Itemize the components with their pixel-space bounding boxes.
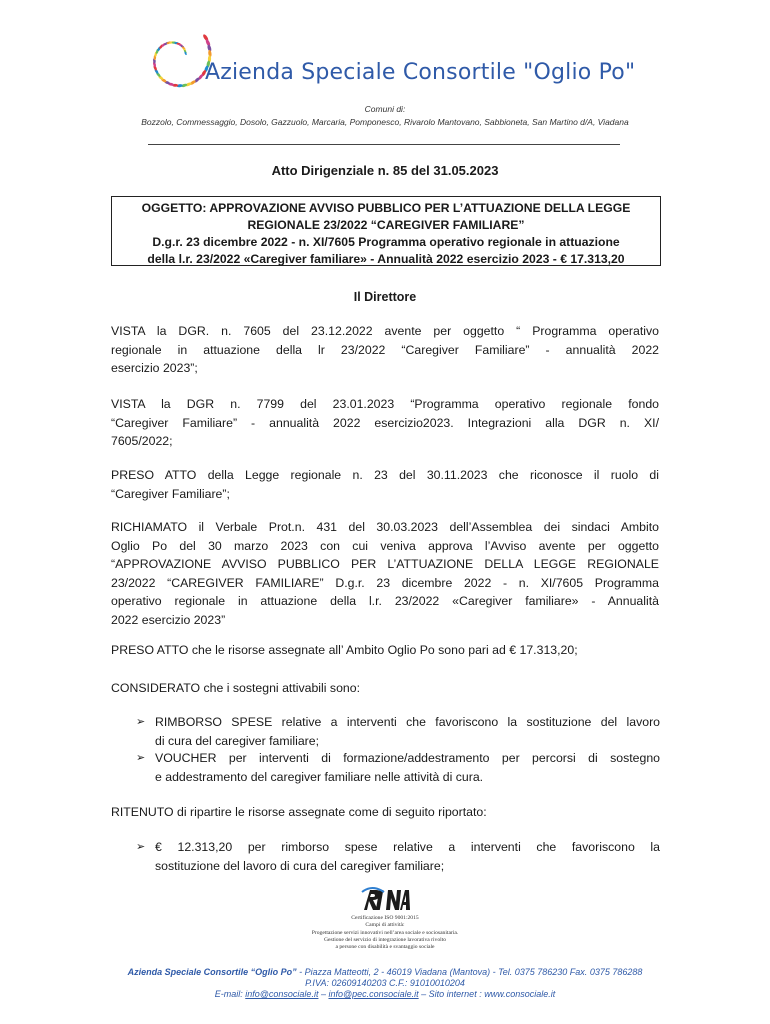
bullet-line: e addestramento del caregiver familiare nelle attività di cura. bbox=[155, 769, 484, 784]
comuni-list: Bozzolo, Commessaggio, Dosolo, Gazzuolo, Marcaria, Pomponesco, Rivarolo Mantovano, Sabbioneta, San Martino d/A, Viadana bbox=[141, 117, 629, 127]
pec-link[interactable]: info@pec.consociale.it bbox=[328, 989, 419, 999]
paragraph-richiamato bbox=[111, 518, 659, 629]
paragraph-line: operativo regionale in attuazione della l.r. 23/2022 «Caregiver familiare» - Annualità bbox=[111, 594, 659, 608]
paragraph-considerato bbox=[111, 679, 659, 698]
oggetto-line: D.g.r. 23 dicembre 2022 - n. XI/7605 Programma operativo regionale in attuazione bbox=[152, 235, 620, 249]
paragraph-line: “APPROVAZIONE AVVISO PUBBLICO PER L’ATTUAZIONE DELLA LEGGE REGIONALE bbox=[111, 557, 659, 571]
cert-line: a persone con disabilità e svantaggio sociale bbox=[335, 944, 435, 951]
paragraph-line: CONSIDERATO che i sostegni attivabili sono: bbox=[111, 681, 360, 695]
oggetto-box bbox=[111, 196, 661, 266]
oggetto-line: REGIONALE 23/2022 “CAREGIVER FAMILIARE” bbox=[247, 218, 525, 232]
bullet-line: VOUCHER per interventi di formazione/addestramento per percorsi di sostegno bbox=[155, 751, 660, 765]
arrow-bullet-icon: ➢ bbox=[136, 716, 146, 728]
cert-line: Gestione del servizio di integrazione lavorativa rivolto bbox=[323, 936, 447, 943]
paragraph-line: RICHIAMATO il Verbale Prot.n. 431 del 30.03.2023 dell’Assemblea dei sindaci Ambito bbox=[111, 520, 659, 534]
paragraph-preso-atto-risorse bbox=[111, 641, 659, 660]
paragraph-line: PRESO ATTO della Legge regionale n. 23 del 30.11.2023 che riconosce il ruolo di bbox=[111, 468, 659, 482]
atto-title: Atto Dirigenziale n. 85 del 31.05.2023 bbox=[271, 163, 499, 178]
arrow-bullet-icon: ➢ bbox=[136, 841, 146, 853]
paragraph-line: VISTA la DGR. n. 7605 del 23.12.2022 avente per oggetto “ Programma operativo bbox=[111, 324, 659, 338]
paragraph-line: RITENUTO di ripartire le risorse assegnate come di seguito riportato: bbox=[111, 805, 487, 819]
oggetto-line: della l.r. 23/2022 «Caregiver familiare» - Annualità 2022 esercizio 2023 - € 17.313,20 bbox=[147, 252, 625, 266]
footer-address bbox=[0, 967, 770, 977]
list-item-voucher bbox=[136, 749, 660, 786]
paragraph-ritenuto bbox=[111, 803, 659, 822]
bullet-line: € 12.313,20 per rimborso spese relative a interventi che favoriscono la bbox=[155, 840, 660, 854]
footer-piva: P.IVA: 02609140203 C.F.: 91010010204 bbox=[305, 978, 465, 988]
paragraph-line: VISTA la DGR n. 7799 del 23.01.2023 “Programma operativo regionale fondo bbox=[111, 397, 659, 411]
certification-text bbox=[0, 915, 770, 951]
arrow-bullet-icon: ➢ bbox=[136, 752, 146, 764]
paragraph-line: 2022 esercizio 2023” bbox=[111, 612, 226, 627]
oggetto-line: OGGETTO: APPROVAZIONE AVVISO PUBBLICO PER L’ATTUAZIONE DELLA LEGGE bbox=[141, 201, 631, 215]
paragraph-line: Oglio Po del 30 marzo 2023 con cui veniva approva l’Avviso avente per oggetto bbox=[111, 538, 659, 553]
cert-line: Progettazione servizi innovativi nell’area sociale e sociosanitaria. bbox=[311, 929, 459, 936]
cert-line: Certificazione ISO 9001:2015 bbox=[351, 915, 419, 921]
footer-address-text: - Piazza Matteotti, 2 - 46019 Viadana (Mantova) - Tel. 0375 786230 Fax. 0375 786288 bbox=[296, 967, 643, 977]
comuni-label: Comuni di: bbox=[364, 104, 406, 114]
cert-line: Campi di attività: bbox=[365, 922, 405, 929]
email-link[interactable]: info@consociale.it bbox=[245, 989, 319, 999]
paragraph-line: 7605/2022; bbox=[111, 434, 173, 448]
paragraph-preso-atto-legge bbox=[111, 466, 659, 503]
paragraph-line: “Caregiver Familiare” - annualità 2022 esercizio2023. Integrazioni alla DGR n. XI/ bbox=[111, 415, 659, 430]
organization-logo bbox=[134, 18, 214, 98]
organization-name: Azienda Speciale Consortile "Oglio Po" bbox=[205, 60, 636, 85]
list-item-rimborso bbox=[136, 713, 660, 750]
footer-org-name: Azienda Speciale Consortile “Oglio Po” bbox=[127, 967, 297, 977]
rina-certification-logo bbox=[358, 886, 410, 914]
email-label: E-mail: bbox=[214, 989, 246, 999]
website-text: – Sito internet : www.consociale.it bbox=[418, 989, 556, 999]
paragraph-line: “Caregiver Familiare”; bbox=[111, 486, 230, 501]
bullet-line: RIMBORSO SPESE relative a interventi che favoriscono la sostituzione del lavoro bbox=[155, 715, 660, 729]
paragraph-line: regionale in attuazione della lr 23/2022 “Caregiver Familiare” - annualità 2022 bbox=[111, 342, 659, 357]
paragraph-line: PRESO ATTO che le risorse assegnate all’ Ambito Oglio Po sono pari ad € 17.313,20; bbox=[111, 643, 578, 657]
header-divider bbox=[148, 144, 620, 145]
footer-contacts bbox=[0, 989, 770, 999]
footer-separator: – bbox=[318, 989, 329, 999]
paragraph-line: 23/2022 “CAREGIVER FAMILIARE” D.g.r. 23 dicembre 2022 - n. XI/7605 Programma bbox=[111, 575, 659, 590]
paragraph-line: esercizio 2023”; bbox=[111, 361, 198, 375]
list-item-riparto bbox=[136, 838, 660, 875]
paragraph-vista-7799 bbox=[111, 395, 659, 451]
bullet-line: di cura del caregiver familiare; bbox=[155, 733, 320, 748]
bullet-line: sostituzione del lavoro di cura del caregiver familiare; bbox=[155, 858, 445, 873]
direttore-heading: Il Direttore bbox=[353, 290, 417, 304]
paragraph-vista-7605 bbox=[111, 322, 659, 378]
